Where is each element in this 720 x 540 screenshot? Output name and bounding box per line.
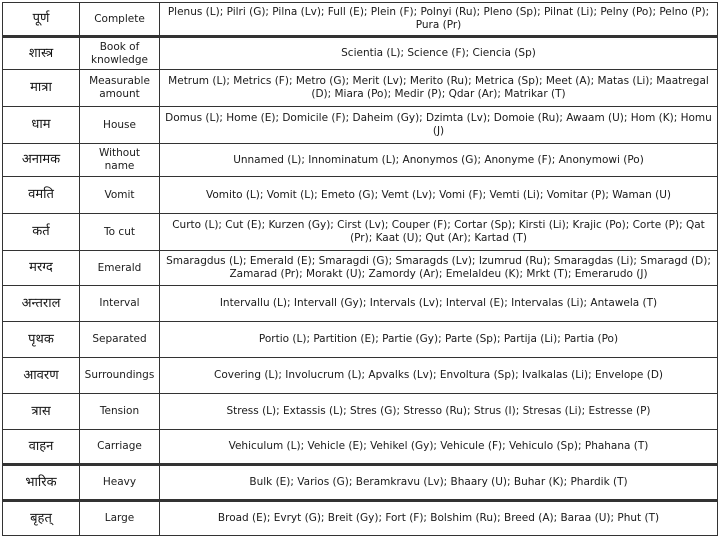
language-equivalents: Covering (L); Involucrum (L); Apvalks (Lv); Envoltura (Sp); Ivalkalas (Li); Envelope (D) xyxy=(160,358,718,394)
language-equivalents: Broad (E); Evryt (G); Breit (Gy); Fort (F); Bolshim (Ru); Breed (A); Baraa (U); Phut (T) xyxy=(160,501,718,536)
sanskrit-word: वाहन xyxy=(3,430,80,465)
table-row xyxy=(3,358,718,394)
table-row xyxy=(3,107,718,144)
sanskrit-word: पूर्ण xyxy=(3,3,80,37)
table-row xyxy=(3,394,718,430)
sanskrit-word: शास्त्र xyxy=(3,37,80,70)
table-row xyxy=(3,214,718,251)
sanskrit-word: पृथक xyxy=(3,322,80,358)
language-equivalents: Bulk (E); Varios (G); Beramkravu (Lv); Bhaary (U); Buhar (K); Phardik (T) xyxy=(160,465,718,501)
sanskrit-word: त्रास xyxy=(3,394,80,430)
english-meaning: House xyxy=(80,107,160,144)
sanskrit-word: अन्तराल xyxy=(3,286,80,322)
sanskrit-word: धाम xyxy=(3,107,80,144)
english-meaning: Separated xyxy=(80,322,160,358)
language-equivalents: Smaragdus (L); Emerald (E); Smaragdi (G); Smaragds (Lv); Izumrud (Ru); Smaragdas (Li); Smaragd (D); Zamarad (Pr); Morakt (U); Zamordy (Ar); Emelaldeu (K); Mrkt (T); Emerarudo (J) xyxy=(160,251,718,286)
table-row xyxy=(3,251,718,286)
sanskrit-word: अनामक xyxy=(3,144,80,177)
sanskrit-word: आवरण xyxy=(3,358,80,394)
table-row xyxy=(3,37,718,70)
table-row xyxy=(3,465,718,501)
table-row xyxy=(3,286,718,322)
language-equivalents: Intervallu (L); Intervall (Gy); Intervals (Lv); Interval (E); Intervalas (Li); Antawela (T) xyxy=(160,286,718,322)
sanskrit-word: वमति xyxy=(3,177,80,214)
english-meaning: Book of knowledge xyxy=(80,37,160,70)
sanskrit-word: कर्त xyxy=(3,214,80,251)
table-row xyxy=(3,70,718,107)
language-equivalents: Vehiculum (L); Vehicle (E); Vehikel (Gy); Vehicule (F); Vehiculo (Sp); Phahana (T) xyxy=(160,430,718,465)
language-equivalents: Portio (L); Partition (E); Partie (Gy); Parte (Sp); Partija (Li); Partia (Po) xyxy=(160,322,718,358)
english-meaning: Carriage xyxy=(80,430,160,465)
english-meaning: To cut xyxy=(80,214,160,251)
language-equivalents: Vomito (L); Vomit (L); Emeto (G); Vemt (Lv); Vomi (F); Vemti (Li); Vomitar (P); Waman (U) xyxy=(160,177,718,214)
sanskrit-word: भारिक xyxy=(3,465,80,501)
table-row xyxy=(3,501,718,536)
language-equivalents: Scientia (L); Science (F); Ciencia (Sp) xyxy=(160,37,718,70)
english-meaning: Complete xyxy=(80,3,160,37)
language-equivalents: Unnamed (L); Innominatum (L); Anonymos (G); Anonyme (F); Anonymowi (Po) xyxy=(160,144,718,177)
word-equivalents-table xyxy=(2,2,718,536)
table-row xyxy=(3,430,718,465)
table-row xyxy=(3,322,718,358)
english-meaning: Interval xyxy=(80,286,160,322)
table-row xyxy=(3,144,718,177)
language-equivalents: Stress (L); Extassis (L); Stres (G); Stresso (Ru); Strus (I); Stresas (Li); Estresse (P) xyxy=(160,394,718,430)
language-equivalents: Metrum (L); Metrics (F); Metro (G); Merit (Lv); Merito (Ru); Metrica (Sp); Meet (A); Matas (Li); Maatregal (D); Miara (Po); Medir (P); Qdar (Ar); Matrikar (T) xyxy=(160,70,718,107)
language-equivalents: Curto (L); Cut (E); Kurzen (Gy); Cirst (Lv); Couper (F); Cortar (Sp); Kirsti (Li); Krajic (Po); Corte (P); Qat (Pr); Kaat (U); Qut (Ar); Kartad (T) xyxy=(160,214,718,251)
english-meaning: Without name xyxy=(80,144,160,177)
language-equivalents: Domus (L); Home (E); Domicile (F); Daheim (Gy); Dzimta (Lv); Domoie (Ru); Awaam (U); Hom (K); Homu (J) xyxy=(160,107,718,144)
english-meaning: Emerald xyxy=(80,251,160,286)
sanskrit-word: बृहत् xyxy=(3,501,80,536)
english-meaning: Heavy xyxy=(80,465,160,501)
english-meaning: Large xyxy=(80,501,160,536)
english-meaning: Surroundings xyxy=(80,358,160,394)
table-row xyxy=(3,177,718,214)
english-meaning: Vomit xyxy=(80,177,160,214)
language-equivalents: Plenus (L); Pilri (G); Pilna (Lv); Full (E); Plein (F); Polnyi (Ru); Pleno (Sp); Pilnat (Li); Pelny (Po); Pelno (P); Pura (Pr) xyxy=(160,3,718,37)
english-meaning: Tension xyxy=(80,394,160,430)
english-meaning: Measurable amount xyxy=(80,70,160,107)
table-row xyxy=(3,3,718,37)
sanskrit-word: मरग्द xyxy=(3,251,80,286)
sanskrit-word: मात्रा xyxy=(3,70,80,107)
